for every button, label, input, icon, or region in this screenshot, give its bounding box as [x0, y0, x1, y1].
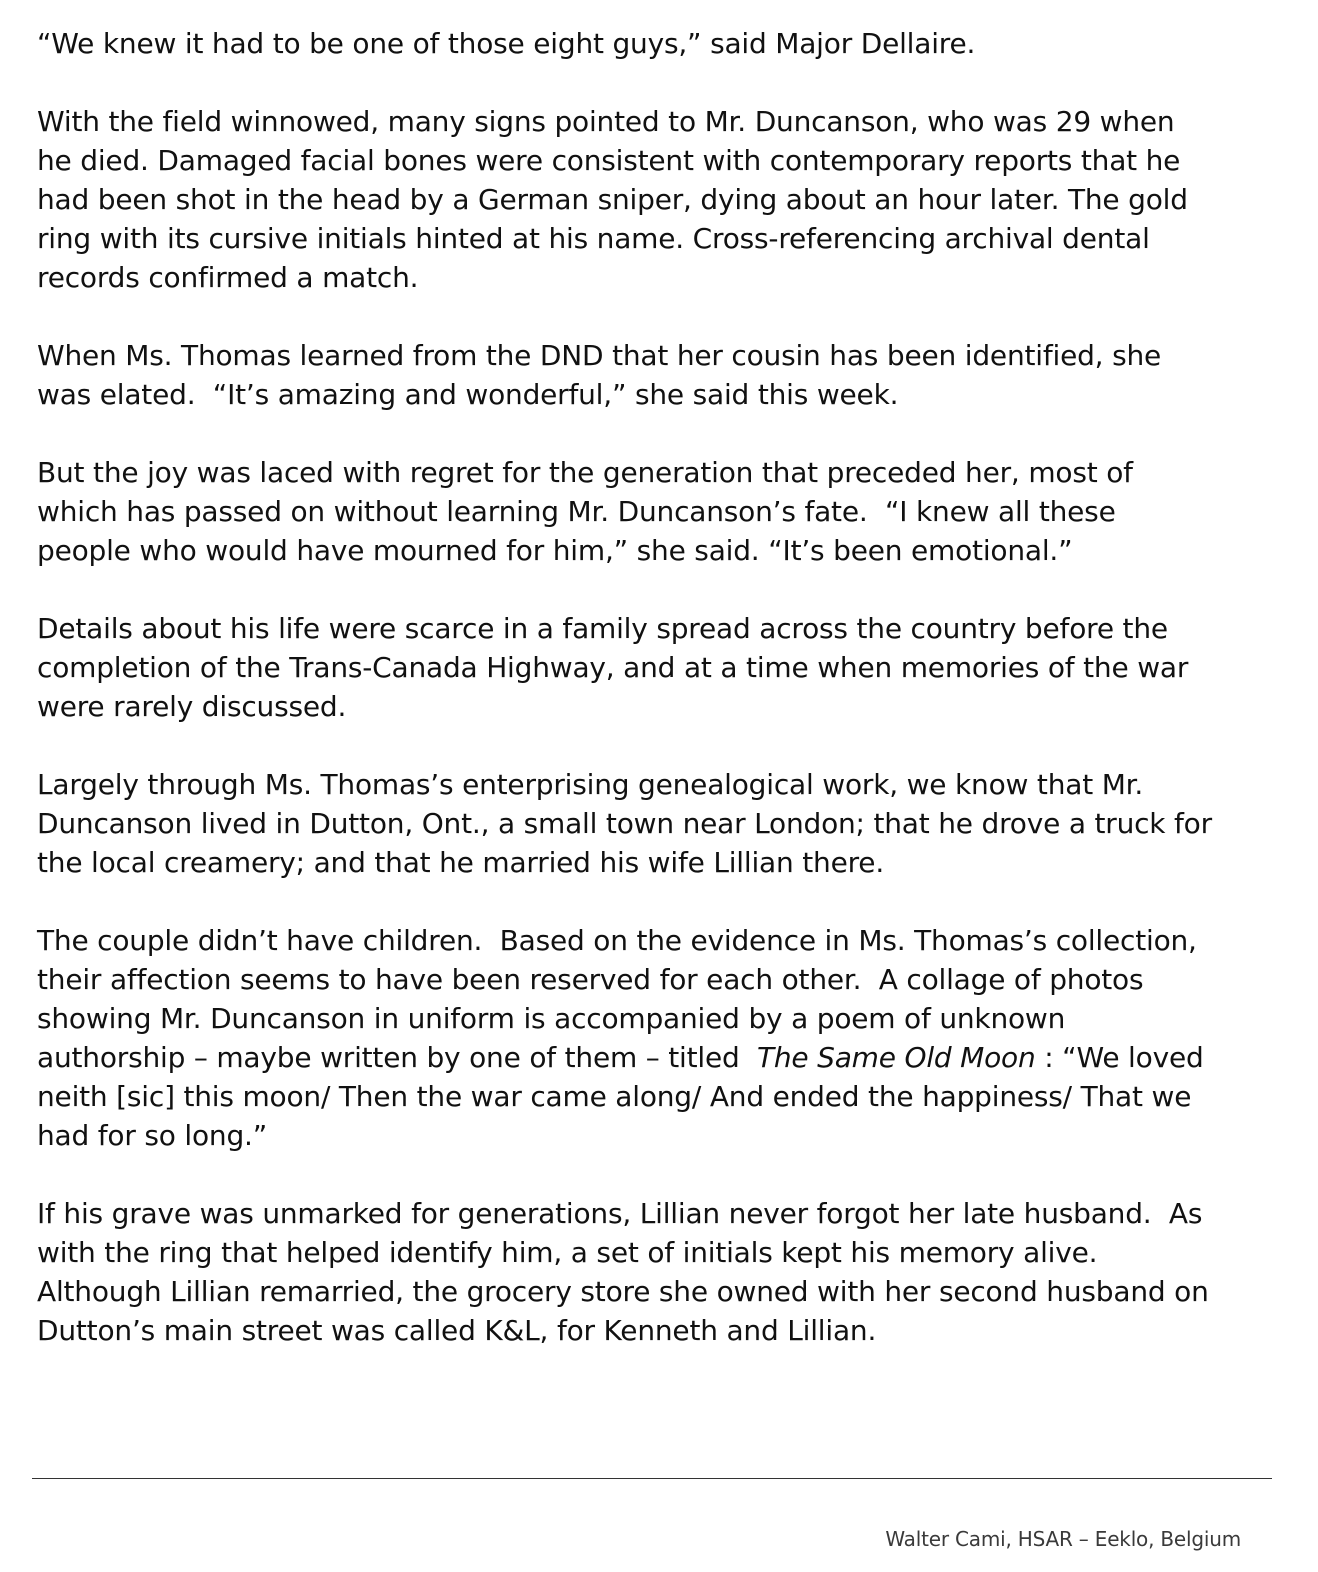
text-line: completion of the Trans-Canada Highway, and at a time when memories of the war: [37, 651, 1189, 684]
text-line: If his grave was unmarked for generations, Lillian never forgot her late husband. As: [37, 1197, 1203, 1230]
text-line: had been shot in the head by a German sniper, dying about an hour later. The gold: [37, 183, 1188, 216]
text-line: he died. Damaged facial bones were consistent with contemporary reports that he: [37, 144, 1181, 177]
text-line: Although Lillian remarried, the grocery store she owned with her second husband on: [37, 1275, 1209, 1308]
text-line: people who would have mourned for him,” she said. “It’s been emotional.”: [37, 534, 1073, 567]
text-line: The couple didn’t have children. Based on the evidence in Ms. Thomas’s collection,: [37, 924, 1197, 957]
footer-divider: [32, 1478, 1272, 1479]
text-line: showing Mr. Duncanson in uniform is accompanied by a poem of unknown: [37, 1002, 1066, 1035]
text-line: the local creamery; and that he married his wife Lillian there.: [37, 846, 885, 879]
paragraph-details-scarce: [37, 609, 1277, 726]
text-line: Dutton’s main street was called K&L, for Kenneth and Lillian.: [37, 1314, 877, 1347]
text-segment: authorship – maybe written by one of them – titled: [37, 1041, 757, 1074]
paragraph-regret: [37, 453, 1277, 570]
text-line: records confirmed a match.: [37, 261, 419, 294]
text-line: were rarely discussed.: [37, 690, 347, 723]
text-line: But the joy was laced with regret for the generation that preceded her, most of: [37, 456, 1133, 489]
poem-title: The Same Old Moon: [756, 1041, 1036, 1074]
article-body: [37, 24, 1277, 1389]
text-line: “We knew it had to be one of those eight guys,” said Major Dellaire.: [37, 27, 976, 60]
text-line: With the field winnowed, many signs pointed to Mr. Duncanson, who was 29 when: [37, 105, 1175, 138]
text-line: Largely through Ms. Thomas’s enterprising genealogical work, we know that Mr.: [37, 768, 1144, 801]
paragraph-genealogy: [37, 765, 1277, 882]
paragraph-identification: [37, 102, 1277, 297]
text-line: their affection seems to have been reserved for each other. A collage of photos: [37, 963, 1144, 996]
footer-attribution: Walter Cami, HSAR – Eeklo, Belgium: [885, 1527, 1241, 1551]
paragraph-poem: [37, 921, 1277, 1155]
text-line: neith [sic] this moon/ Then the war came along/ And ended the happiness/ That we: [37, 1080, 1192, 1113]
text-line: When Ms. Thomas learned from the DND that her cousin has been identified, she: [37, 339, 1162, 372]
text-line: with the ring that helped identify him, a set of initials kept his memory alive.: [37, 1236, 1098, 1269]
text-line: was elated. “It’s amazing and wonderful,” she said this week.: [37, 378, 899, 411]
text-line: ring with its cursive initials hinted at his name. Cross-referencing archival dental: [37, 222, 1150, 255]
paragraph-thomas-elated: [37, 336, 1277, 414]
paragraph-quote-dellaire: [37, 24, 1277, 63]
paragraph-lillian: [37, 1194, 1277, 1350]
text-line-with-title: [37, 1038, 1277, 1077]
text-line: Details about his life were scarce in a family spread across the country before the: [37, 612, 1168, 645]
text-line: had for so long.”: [37, 1119, 268, 1152]
text-line: which has passed on without learning Mr. Duncanson’s fate. “I knew all these: [37, 495, 1116, 528]
text-line: Duncanson lived in Dutton, Ont., a small town near London; that he drove a truck for: [37, 807, 1212, 840]
text-segment: : “We loved: [1035, 1041, 1204, 1074]
